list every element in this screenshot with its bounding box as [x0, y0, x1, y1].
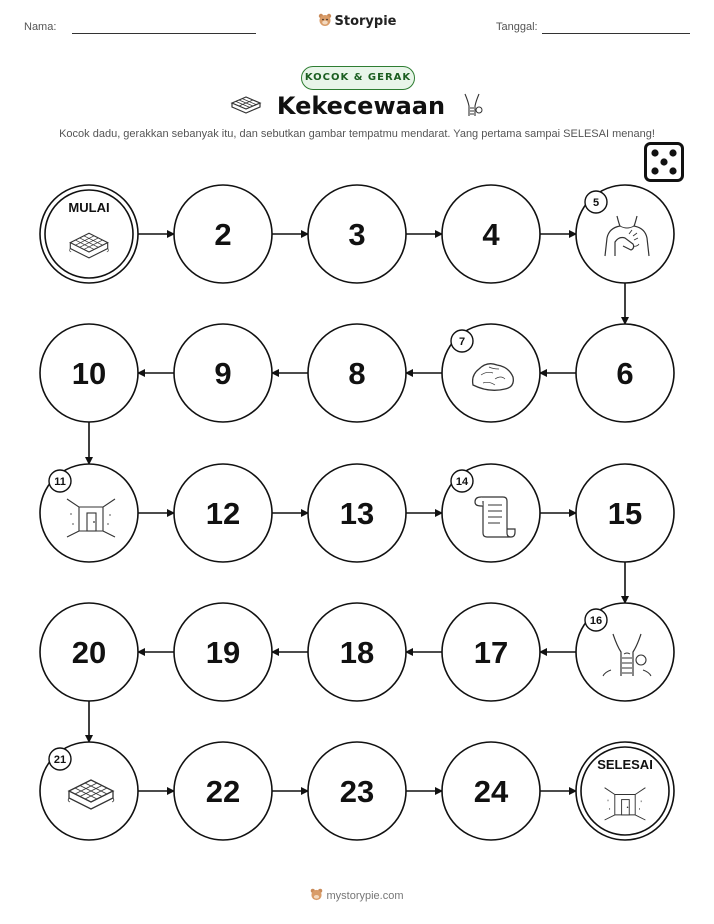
space-number-badge: [451, 330, 473, 352]
board-space-4: [442, 185, 540, 283]
board-space-17: [442, 603, 540, 701]
board-space-9: [174, 324, 272, 422]
space-number: 21: [53, 754, 67, 766]
space-number: 23: [339, 774, 375, 809]
finish-space: [576, 742, 674, 840]
die-icon: [646, 144, 683, 181]
board-space-7: [442, 324, 540, 422]
space-number: 16: [589, 615, 603, 627]
board-space-10: [40, 324, 138, 422]
space-number-badge: [585, 191, 607, 213]
board-space-14: [442, 464, 540, 562]
board-space-6: [576, 324, 674, 422]
instructions: Kocok dadu, gerakkan sebanyak itu, dan sebutkan gambar tempatmu mendarat. Yang pertama sampai SELESAI menang!: [59, 128, 655, 140]
board-space-3: [308, 185, 406, 283]
space-number: 14: [455, 476, 469, 488]
board-space-24: [442, 742, 540, 840]
space-number: 4: [482, 217, 500, 252]
die-pip: [669, 149, 676, 156]
start-label: MULAI: [68, 200, 110, 215]
footer: [0, 888, 714, 902]
space-number: 11: [54, 476, 66, 488]
space-number: 17: [473, 635, 509, 670]
space-number: 5: [592, 197, 600, 209]
die-pip: [669, 167, 676, 174]
date-label: Tanggal:: [496, 21, 538, 33]
space-number: 15: [607, 496, 643, 531]
board-space-2: [174, 185, 272, 283]
title-text: Kekecewaan: [276, 92, 446, 120]
space-number: 10: [71, 356, 107, 391]
space-number: 18: [339, 635, 375, 670]
space-number-badge: [451, 470, 473, 492]
board-space-23: [308, 742, 406, 840]
board-space-22: [174, 742, 272, 840]
board-space-15: [576, 464, 674, 562]
space-number-badge: [585, 609, 607, 631]
space-number: 24: [473, 774, 509, 809]
space-number: 9: [214, 356, 232, 391]
footer-url: mystorypie.com: [326, 890, 404, 902]
board-space-12: [174, 464, 272, 562]
board-space-18: [308, 603, 406, 701]
start-space: [40, 185, 138, 283]
space-number: 22: [205, 774, 241, 809]
space-number: 7: [458, 336, 466, 348]
die-pip: [660, 158, 667, 165]
space-number-badge: [49, 470, 71, 492]
board-space-8: [308, 324, 406, 422]
finish-label: SELESAI: [597, 757, 653, 772]
space-number: 13: [339, 496, 375, 531]
die-pip: [651, 149, 658, 156]
name-label: Nama:: [24, 21, 57, 33]
space-number: 19: [205, 635, 241, 670]
space-number: 20: [71, 635, 107, 670]
category-badge: KOCOK & GERAK: [301, 66, 415, 90]
space-number: 3: [348, 217, 366, 252]
bear-logo-icon: [310, 888, 323, 901]
board-space-20: [40, 603, 138, 701]
die-pip: [651, 167, 658, 174]
board-space-21: [40, 742, 138, 840]
brand-name: Storypie: [334, 14, 397, 29]
board-space-19: [174, 603, 272, 701]
board-space-16: [576, 603, 674, 701]
board-space-13: [308, 464, 406, 562]
space-number: 2: [214, 217, 232, 252]
space-number: 6: [616, 356, 634, 391]
space-number: 8: [348, 356, 366, 391]
board-space-11: [40, 464, 138, 562]
space-number-badge: [49, 748, 71, 770]
space-number: 12: [205, 496, 241, 531]
board-space-5: [576, 185, 674, 283]
